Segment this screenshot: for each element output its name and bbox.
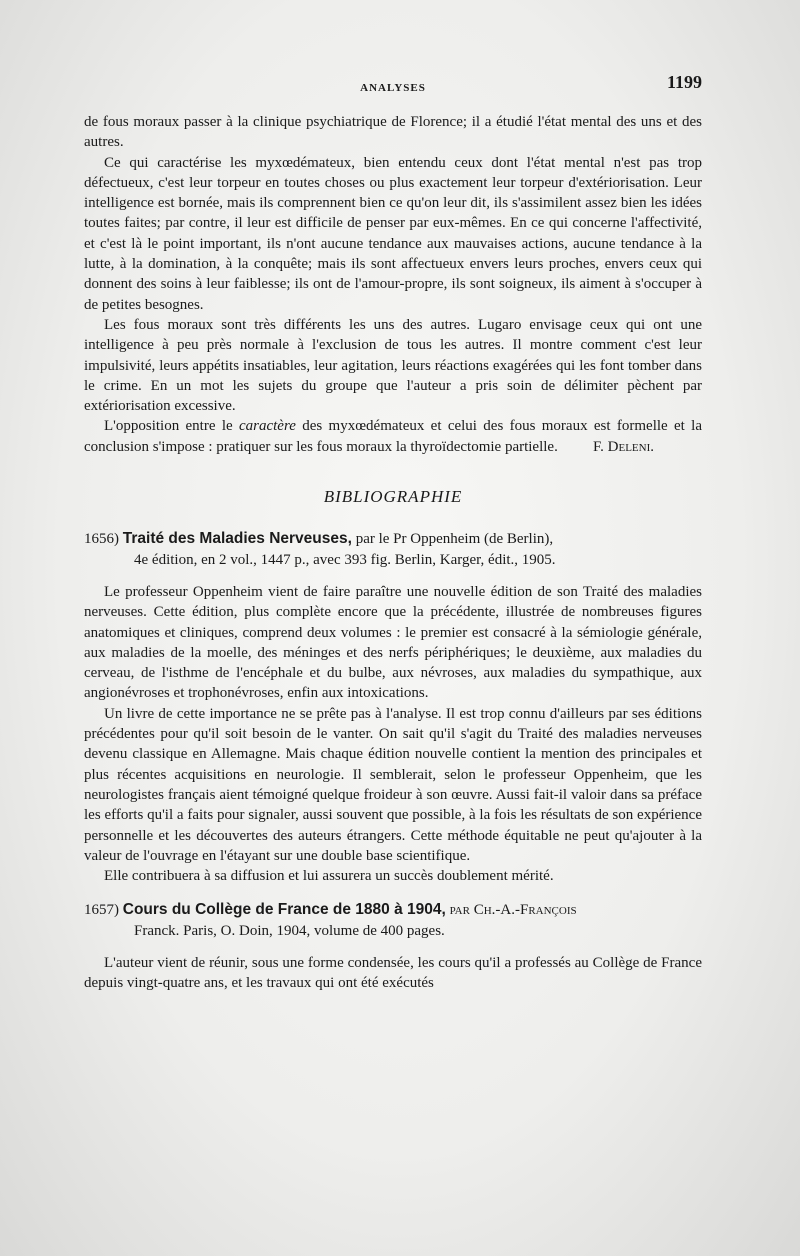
entry-title: Traité des Maladies Nerveuses, xyxy=(122,530,352,548)
analysis-section xyxy=(84,112,702,457)
page-number: 1199 xyxy=(666,72,702,92)
bibliography-entry-1657 xyxy=(84,900,702,941)
entry-body-paragraph: L'auteur vient de réunir, sous une forme condensée, les cours qu'il a professés au Collège de France depuis vingt-quatre ans, et les travaux qui ont été exécutés xyxy=(84,954,702,992)
analysis-paragraph-1: de fous moraux passer à la clinique psychiatrique de Florence; il a étudié l'état mental des uns et des autres. xyxy=(84,114,702,151)
entry-body-paragraph: Le professeur Oppenheim vient de faire paraître une nouvelle édition de son Traité des maladies nerveuses. Cette édition, plus complète encore que la précédente, illustrée de nombreuses figures anatomiques et cliniques, comprend deux volumes : le premier est consacré à la sémiologie générale, aux maladies de la moelle, des méninges et des nerfs périphériques; le deuxième, aux maladies du cerveau, de l'isthme de l'encéphale et du bulbe, aux névroses, aux maladies du sympathique, aux angionévroses et trophonévroses, enfin aux intoxications. xyxy=(84,583,702,702)
entry-citation-line-1 xyxy=(84,900,702,920)
document-page xyxy=(84,68,702,1008)
p4-italic: caractère xyxy=(238,418,296,435)
bibliography-heading: BIBLIOGRAPHIE xyxy=(323,487,463,507)
entry-number: 1656) xyxy=(84,531,119,548)
entry-body-paragraph: Un livre de cette importance ne se prête pas à l'analyse. Il est trop connu d'ailleurs par ses éditions précédentes pour qu'il soit besoin de le vanter. On sait qu'il s'agit du Traité des maladies nerveuses devenu classique en Allemagne. Mais chaque édition nouvelle contient la mention des principales et plus récentes acquisitions en neurologie. Il semblerait, selon le professeur Oppenheim, que les neurologistes français aient témoigné quelque froideur à son œuvre. Aussi fait-il valoir dans sa préface les efforts qu'il a faits pour signaler, aussi souvent que possible, à la fois les résultats de son expérience personnelle et les découvertes des auteurs étrangers. Cette méthode équitable ne peut qu'ajouter à la valeur de l'ouvrage en l'étayant sur une double base scientifique. xyxy=(84,705,702,864)
entry-citation-line-2: 4e édition, en 2 vol., 1447 p., avec 393 fig. Berlin, Karger, édit., 1905. xyxy=(134,551,556,568)
analysis-paragraph-2: Ce qui caractérise les myxœdémateux, bien entendu ceux dont l'état mental n'est pas trop défectueux, c'est leur torpeur en toutes choses ou plus exactement leur torpeur d'extériorisation. Leur intelligence est bornée, mais ils comprennent bien ce qu'on leur dit, ils s'assimilent assez bien les idées toutes faites; par contre, il leur est difficile de penser par eux-mêmes. En ce qui concerne l'affectivité, et c'est là le point important, ils n'ont aucune tendance aux mauvaises actions, aucune tendance à la lutte, à la domination, à la conquête; mais ils sont affectueux envers leurs proches, envers ceux qui donnent des soins à leur faiblesse; ils ont de l'amour-propre, ils sont soigneux, ils aiment à s'occuper à de petites besognes. xyxy=(84,154,702,313)
entry-citation-line-1 xyxy=(84,529,702,549)
entry-title: Cours du Collège de France de 1880 à 1904, xyxy=(122,901,446,919)
running-title: ANALYSES xyxy=(360,82,426,94)
entry-body-paragraph: Elle contribuera à sa diffusion et lui assurera un succès doublement mérité. xyxy=(104,868,554,885)
analysis-paragraph-3: Les fous moraux sont très différents les uns des autres. Lugaro envisage ceux qui ont une intelligence à peu près normale à l'exclusion de tous les autres. Il montre comment c'est leur impulsivité, leurs appétits insatiables, leur agitation, leurs réactions exagérées qui les font tomber dans le crime. En un mot les sujets du groupe que l'auteur a pris soin de délimiter pèchent par extériorisation excessive. xyxy=(84,316,702,415)
entry-1656-body xyxy=(84,582,702,886)
entry-1657-body xyxy=(84,953,702,994)
running-header xyxy=(84,68,702,98)
entry-author: par le Pr Oppenheim (de Berlin), xyxy=(351,531,554,548)
p4-before: L'opposition entre le xyxy=(104,418,239,435)
entry-number: 1657) xyxy=(84,902,119,919)
p4-after: des myxœdémateux et celui des fous moraux est formelle et la conclusion s'impose : pratiquer sur les fous moraux la thyroïdectomie partielle. xyxy=(84,418,702,455)
author-signature: F. Deleni. xyxy=(593,438,654,455)
bibliography-entry-1656 xyxy=(84,529,702,570)
entry-citation-line-2: Franck. Paris, O. Doin, 1904, volume de 400 pages. xyxy=(134,922,445,939)
entry-author: par Ch.-A.-François xyxy=(445,902,577,919)
